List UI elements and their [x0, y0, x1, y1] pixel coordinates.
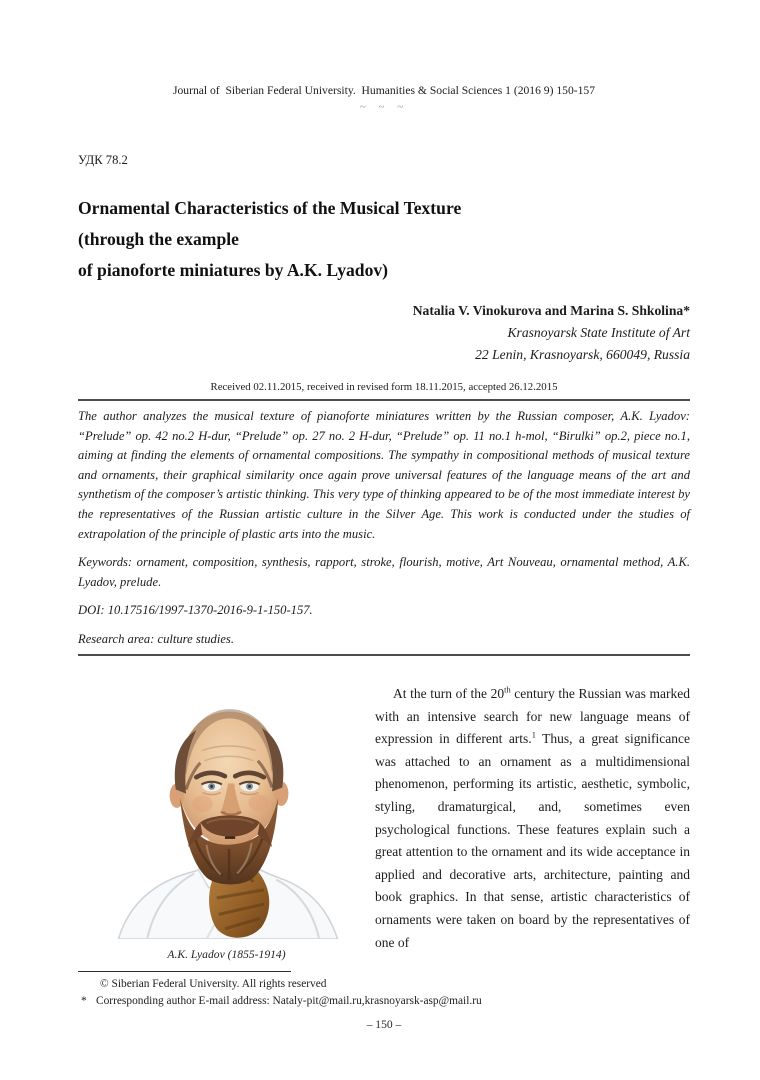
footnote-block — [78, 971, 690, 1009]
author-names: Natalia V. Vinokurova and Marina S. Shkolina* — [412, 303, 690, 318]
lyadov-portrait — [104, 683, 350, 939]
article-title-line-3: of pianoforte miniatures by A.K. Lyadov) — [78, 260, 389, 280]
figure-column — [78, 683, 375, 961]
main-content — [78, 683, 690, 961]
tilde-ornament: ~ ~ ~ — [359, 101, 409, 113]
endnote-reference: 1 — [531, 730, 536, 740]
author-affiliation: Krasnoyarsk State Institute of Art — [507, 325, 690, 340]
divider-bottom — [78, 654, 690, 657]
body-column — [375, 683, 690, 961]
body-text-segment: At the turn of the 20 — [393, 686, 505, 702]
body-text-segment: Thus, a great significance was attached to an ornament as a multidimensional phenomenon, performing its artistic, aesthetic, symbolic, styling, dramaturgical, and, sometimes even psychological functions. These features explain such a great attention to the ornament and its wide acceptance in applied and decorative arts, architecture, painting and book graphics. In that sense, artistic characteristics of ornaments were taken on board by the representatives of one of — [375, 731, 690, 950]
received-dates: Received 02.11.2015, received in revised form 18.11.2015, accepted 26.12.2015 — [210, 381, 558, 393]
udk-code: УДК 78.2 — [78, 153, 128, 167]
asterisk-marker: * — [81, 994, 87, 1007]
abstract-text: The author analyzes the musical texture of pianoforte miniatures written by the Russian composer, A.K. Lyadov: “Prelude” op. 42 no.2 H-dur, “Prelude” op. 27 no. 2 H-dur, “Prelude” op. 11 no.1 h-mol, “Birulki” op.2, piece no.1, aiming at finding the elements of ornamental compositions. The sympathy in compositional methods of musical texture and ornaments, their graphical similarity once again prove universal features of the language means of the art and synthetism of the composer’s artistic thinking. This very type of thinking appeared to be of the most immediate interest by the representatives of the Russian artistic culture in the Silver Age. This work is conducted under the studies of extrapolation of the principle of plastic arts into the music. — [78, 409, 690, 541]
research-area-line: Research area: culture studies. — [78, 631, 234, 646]
ordinal-superscript: th — [504, 685, 511, 695]
article-title — [78, 193, 690, 286]
byline — [78, 300, 690, 366]
divider-top — [78, 399, 690, 401]
corresponding-author-note — [78, 994, 690, 1010]
footnote-divider — [78, 971, 291, 972]
corresponding-author-text: Corresponding author E-mail address: Nataly-pit@mail.ru,krasnoyarsk-asp@mail.ru — [96, 994, 482, 1007]
keywords-line: Keywords: ornament, composition, synthesis, rapport, stroke, flourish, motive, Art Nouveau, ornamental method, A.K. Lyadov, prelude. — [78, 555, 690, 589]
copyright-notice: © Siberian Federal University. All rights reserved — [100, 978, 327, 991]
body-text-segment: century the Russian was marked with an intensive search for new language means of expression in different arts. — [375, 686, 691, 747]
article-title-line-1: Ornamental Characteristics of the Musical Texture — [78, 198, 462, 218]
figure-caption: A.K. Lyadov (1855-1914) — [167, 948, 286, 962]
article-title-line-2: (through the example — [78, 229, 239, 249]
doi-line: DOI: 10.17516/1997-1370-2016-9-1-150-157. — [78, 603, 313, 618]
author-address: 22 Lenin, Krasnoyarsk, 660049, Russia — [475, 347, 690, 362]
body-paragraph — [375, 683, 690, 954]
journal-header: Journal of Siberian Federal University. Humanities & Social Sciences 1 (2016 9) 150-157 — [172, 84, 595, 97]
page-number: – 150 – — [366, 1018, 402, 1032]
